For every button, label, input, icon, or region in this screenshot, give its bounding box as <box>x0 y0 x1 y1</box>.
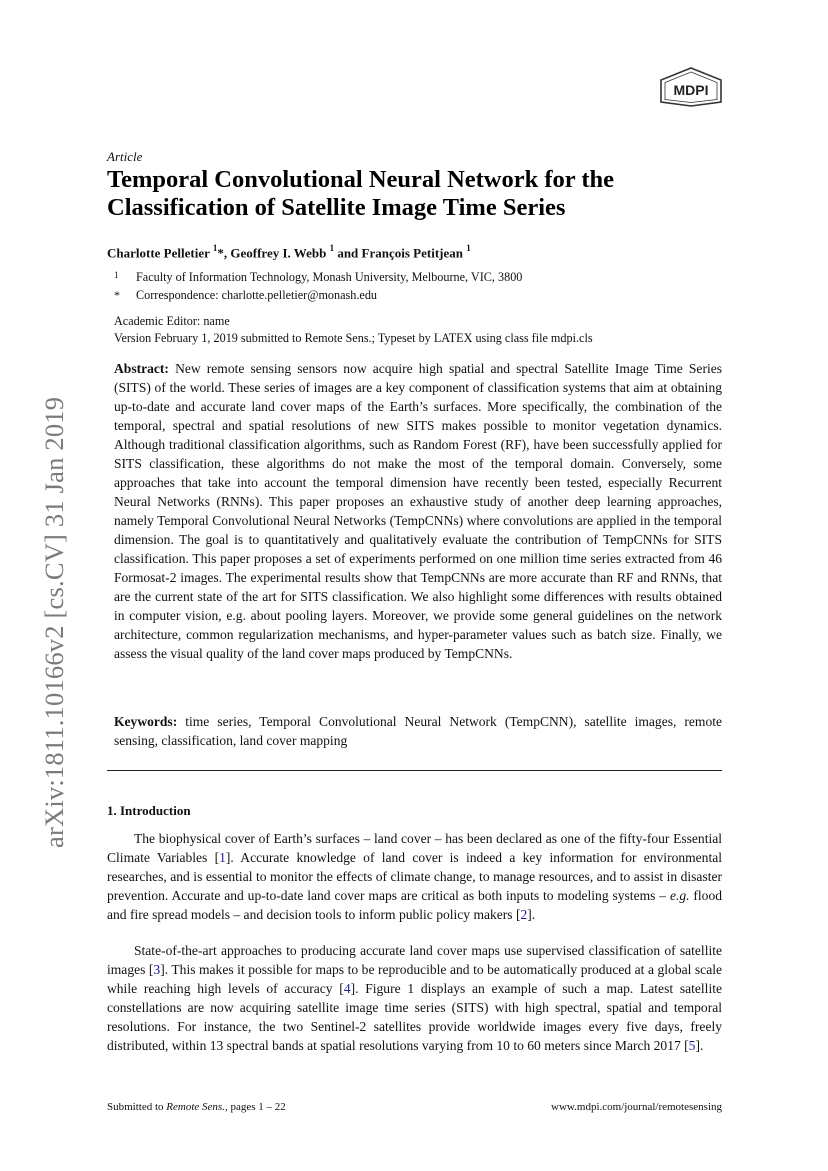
correspondence <box>114 288 377 303</box>
abstract-text: New remote sensing sensors now acquire high spatial and spectral Satellite Image Time Series (SITS) of the world. These series of images are a key component of classification systems that aim at obtaining up-to-date and accurate land cover maps of the Earth’s surfaces. More specifically, the combination of the temporal, spectral and spatial resolutions of new SITS makes possible to monitor vegetation dynamics. Although traditional classification algorithms, such as Random Forest (RF), have been successfully applied for SITS classification, these algorithms do not make the most of the temporal domain. Conversely, some approaches that take into account the temporal dimension have recently been tested, especially Recurrent Neural Networks (RNNs). This paper proposes an exhaustive study of another deep learning approaches, namely Temporal Convolutional Neural Networks (TempCNNs) where convolutions are applied in the temporal dimension. The goal is to quantitatively and qualitatively evaluate the contribution of TempCNNs for SITS classification. This paper proposes a set of experiments performed on one million time series extracted from 46 Formosat-2 images. The experimental results show that TempCNNs are more accurate than RF and RNNs, that are the current state of the art for SITS classification. We also highlight some differences with results obtained in computer vision, e.g. about pooling layers. Moreover, we provide some general guidelines on the network architecture, common regularization mechanisms, and hyper-parameter values such as batch size. Finally, we assess the visual quality of the land cover maps produced by TempCNNs. <box>114 361 723 661</box>
abstract <box>114 359 722 663</box>
paragraph-text: State-of-the-art approaches to producing accurate land cover maps use supervised classification of satellite images [ <box>107 943 722 977</box>
footer-submission <box>107 1101 286 1113</box>
author-separator: and <box>334 245 362 261</box>
section-divider <box>107 770 722 771</box>
author-name: Charlotte Pelletier <box>107 245 213 261</box>
intro-paragraph-2 <box>107 941 722 1055</box>
paragraph-text: flood and fire spread models – and decision tools to inform public policy makers [ <box>107 888 723 922</box>
author-affiliation-mark: 1 <box>466 243 471 253</box>
arxiv-stamp: arXiv:1811.10166v2 [cs.CV] 31 Jan 2019 <box>39 396 69 848</box>
citation-link[interactable]: 4 <box>343 981 351 996</box>
svg-text:MDPI: MDPI <box>673 82 709 98</box>
footer-url[interactable]: www.mdpi.com/journal/remotesensing <box>551 1101 722 1113</box>
keywords-label: Keywords: <box>114 714 178 729</box>
abstract-label: Abstract: <box>114 361 169 376</box>
mdpi-logo <box>658 67 724 107</box>
keywords <box>114 712 722 750</box>
affiliation-text: Faculty of Information Technology, Monash University, Melbourne, VIC, 3800 <box>136 270 523 284</box>
article-type: Article <box>107 149 143 164</box>
citation-link[interactable]: 2 <box>520 907 528 922</box>
author-name: François Petitjean <box>361 245 467 261</box>
author-separator: *, <box>217 245 231 261</box>
intro-paragraph-1 <box>107 829 722 924</box>
academic-editor: Academic Editor: name <box>114 314 230 328</box>
paragraph-text: ]. Figure 1 displays an example of such a map. Latest satellite constellations are now acquiring satellite image time series (SITS) with high spectral, spatial and temporal resolutions. For instance, the two Sentinel-2 satellites provide worldwide images every five days, freely distributed, within 13 spectral bands at spatial resolutions varying from 10 to 60 meters since March 2017 [ <box>107 981 722 1053</box>
correspondence-mark: * <box>114 288 120 302</box>
affiliation-1 <box>114 270 522 285</box>
footer-journal: Remote Sens. <box>166 1101 225 1113</box>
citation-link[interactable]: 5 <box>688 1038 696 1053</box>
correspondence-text: Correspondence: charlotte.pelletier@monash.edu <box>136 288 378 302</box>
paragraph-text: ]. <box>695 1038 704 1053</box>
italic-text: e.g. <box>669 888 690 903</box>
citation-link[interactable]: 3 <box>153 962 161 977</box>
citation-link[interactable]: 1 <box>219 850 226 865</box>
paragraph-text: ]. Accurate knowledge of land cover is indeed a key information for environmental researches, and is essential to monitor the effects of climate change, to manage resources, and to assist in disaster prevention. Accurate and up-to-date land cover maps are critical as both inputs to modeling systems – <box>107 850 722 903</box>
keywords-text: time series, Temporal Convolutional Neural Network (TempCNN), satellite images, remote sensing, classification, land cover mapping <box>114 714 722 748</box>
author-name: Geoffrey I. Webb <box>230 245 330 261</box>
paragraph-text: The biophysical cover of Earth’s surfaces – land cover – has been declared as one of the fifty-four Essential Climate Variables [ <box>107 831 722 865</box>
affiliation-mark: 1 <box>114 270 119 280</box>
section-heading: 1. Introduction <box>107 803 191 818</box>
paragraph-text: ]. This makes it possible for maps to be reproducible and to be automatically produced at a global scale while reaching high levels of accuracy [ <box>107 962 722 996</box>
author-list <box>107 244 471 261</box>
version-line: Version February 1, 2019 submitted to Remote Sens.; Typeset by LATEX using class file mdpi.cls <box>114 331 593 345</box>
author-affiliation-mark: 1 <box>212 243 218 253</box>
paragraph-text: ]. <box>527 907 536 922</box>
footer-pages: , pages 1 – 22 <box>224 1101 286 1113</box>
footer-prefix: Submitted to <box>107 1101 167 1113</box>
paper-title: Temporal Convolutional Neural Network for the Classification of Satellite Image Time Series <box>107 166 614 221</box>
author-affiliation-mark: 1 <box>329 243 335 253</box>
